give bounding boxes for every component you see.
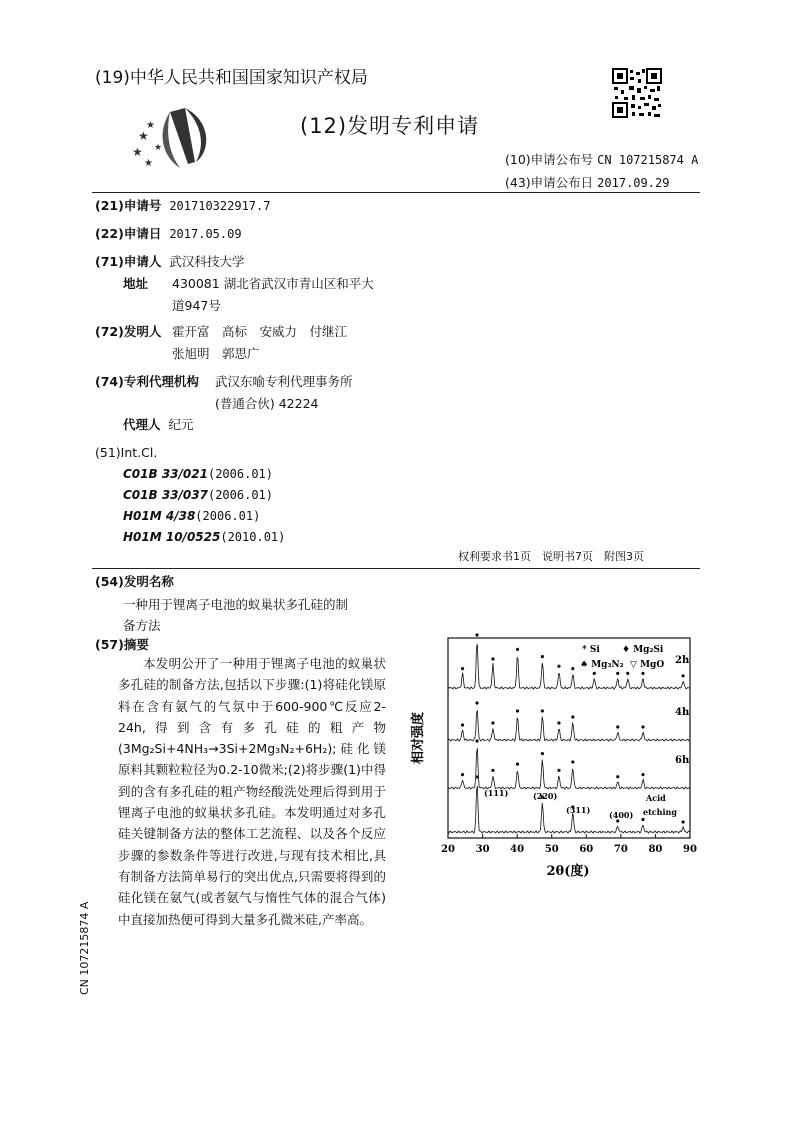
peak-marker [475, 775, 478, 778]
address-line-2: 道947号 [172, 298, 221, 313]
authority-title: (19)中华人民共和国国家知识产权局 [95, 68, 368, 88]
agent: 代理人 纪元 [123, 417, 194, 432]
peak-marker [626, 672, 629, 675]
peak-marker [641, 725, 644, 728]
peak-marker [475, 633, 478, 636]
agency-label: (74)专利代理机构 [95, 374, 199, 389]
peak-marker [491, 769, 494, 772]
publication-date: (43)申请公布日 2017.09.29 [505, 175, 670, 190]
series-label-acid: Acid [646, 793, 666, 803]
peak-marker [616, 672, 619, 675]
x-tick-label: 90 [683, 844, 697, 855]
peak-marker [541, 752, 544, 755]
peak-marker [491, 721, 494, 724]
series-label-etching: etching [643, 807, 677, 817]
peak-marker [616, 725, 619, 728]
svg-text:★: ★ [144, 158, 153, 169]
x-tick-label: 30 [475, 844, 490, 855]
side-publication-number: CN 107215874 A [78, 901, 91, 995]
xrd-chart [400, 630, 700, 885]
peak-marker [557, 769, 560, 772]
peak-marker [475, 701, 478, 704]
peak-marker [461, 773, 464, 776]
inventors-line-2: 张旭明 郭思广 [172, 346, 260, 361]
peak-label-111: (111) [484, 788, 509, 798]
x-tick-label: 80 [648, 844, 663, 855]
abstract-label: (57)摘要 [95, 637, 149, 652]
legend-si: Si [589, 645, 600, 655]
peak-label-311: (311) [566, 805, 591, 815]
series-label-6h: 6h [675, 755, 690, 766]
peak-marker [516, 648, 519, 651]
series-label-4h: 4h [675, 707, 690, 718]
ipc-entry: C01B 33/037(2006.01) [123, 488, 273, 502]
xrd-trace-6h [448, 748, 690, 789]
peak-marker [681, 674, 684, 677]
ipc-entry: H01M 10/0525(2010.01) [123, 530, 286, 544]
abstract-text: 本发明公开了一种用于锂离子电池的蚁巢状多孔硅的制备方法,包括以下步骤:(1)将硅化镁原料在含有氨气的气氛中于600-900℃反应2-24h,得到含有多孔硅的粗产物(3Mg₂Si+4NH₃→3Si+2Mg₃N₂+6H₂);硅化镁原料其颗粒粒径为0.2-10微米;(2)将步骤(1)中得到的含有多孔硅的粗产物经酸洗处理后得到用于锂离子电池的蚁巢状多孔硅。本发明通过对多孔硅关键制备方法的整体工艺流程、以及各个反应步骤的参数条件等进行改进,与现有技术相比,具有制备方法简单易行的突出优点,只需要将得到的硅化镁在氨气(或者氨气与惰性气体的混合气体)中直接加热便可得到大量多孔微米硅,产率高。 [118, 656, 386, 927]
biblio-divider [92, 568, 700, 569]
peak-marker [571, 715, 574, 718]
invention-title-line-1: 一种用于锂离子电池的蚁巢状多孔硅的制 [123, 597, 349, 612]
peak-label-220: (220) [533, 791, 558, 801]
x-axis-label: 2θ(度) [546, 864, 590, 879]
x-tick-label: 70 [613, 844, 628, 855]
peak-marker [641, 773, 644, 776]
invention-title-line-2: 备方法 [123, 618, 161, 633]
peak-marker [641, 818, 644, 821]
legend-mg3n2: Mg₃N₂ [591, 660, 624, 670]
svg-text:♦ Mg₂Si [622, 645, 664, 655]
inventors-line-1: 霍开富 高标 安威力 付继江 [172, 324, 348, 339]
peak-marker [461, 723, 464, 726]
ipc-entry: H01M 4/38(2006.01) [123, 509, 261, 523]
header-divider [92, 192, 700, 193]
svg-text:★: ★ [146, 120, 155, 131]
x-tick-label: 60 [579, 844, 594, 855]
x-tick-label: 50 [544, 844, 559, 855]
publication-number: (10)申请公布号 CN 107215874 A [505, 152, 699, 167]
peak-marker [593, 672, 596, 675]
svg-text:* Si [582, 645, 600, 655]
peak-marker [557, 665, 560, 668]
address-label: 地址 [123, 276, 149, 291]
peak-marker [571, 667, 574, 670]
peak-marker [516, 763, 519, 766]
legend-marker: * [582, 645, 587, 655]
agency-line-2: (普通合伙) 42224 [215, 396, 319, 411]
chart-legend [580, 645, 664, 670]
svg-text:★: ★ [154, 143, 163, 153]
peak-marker [557, 721, 560, 724]
applicant: (71)申请人 武汉科技大学 [95, 254, 245, 269]
x-tick-label: 20 [441, 844, 455, 855]
legend-mg2si: Mg₂Si [633, 645, 664, 655]
peak-marker [491, 657, 494, 660]
series-label-2h: 2h [675, 655, 690, 666]
application-number: (21)申请号 201710322917.7 [95, 198, 271, 213]
int-cl-label: (51)Int.Cl. [95, 445, 158, 460]
legend-marker: ♦ [622, 645, 631, 655]
qr-code-icon [612, 68, 662, 118]
peak-marker [541, 655, 544, 658]
inventor-label: (72)发明人 [95, 324, 162, 339]
ipc-entry: C01B 33/021(2006.01) [123, 467, 273, 481]
peak-marker [571, 760, 574, 763]
peak-marker [641, 672, 644, 675]
legend-marker: ♠ [580, 660, 589, 670]
peak-marker [475, 739, 478, 742]
xrd-trace-4h [448, 710, 690, 741]
page-counts: 权利要求书1页 说明书7页 附图3页 [458, 550, 644, 563]
peak-marker [541, 709, 544, 712]
peak-marker [681, 820, 684, 823]
svg-text:♠ Mg₃N₂ [580, 660, 624, 670]
y-axis-label: 相对强度 [411, 711, 426, 765]
agency-line-1: 武汉东喻专利代理事务所 [215, 374, 353, 389]
title-label: (54)发明名称 [95, 574, 174, 589]
legend-marker: ▽ [630, 660, 637, 670]
cnipa-logo-icon [130, 100, 220, 175]
svg-text:★: ★ [132, 145, 143, 159]
application-date: (22)申请日 2017.05.09 [95, 226, 242, 241]
peak-label-400: (400) [609, 810, 634, 820]
peak-marker [516, 709, 519, 712]
x-tick-label: 40 [510, 844, 525, 855]
legend-mgo: MgO [640, 660, 665, 670]
peak-marker [616, 775, 619, 778]
address-line-1: 430081 湖北省武汉市青山区和平大 [172, 276, 374, 291]
peak-marker [461, 667, 464, 670]
svg-text:▽ MgO [630, 660, 664, 670]
svg-text:★: ★ [138, 129, 149, 143]
document-type-title: (12)发明专利申请 [300, 114, 480, 138]
